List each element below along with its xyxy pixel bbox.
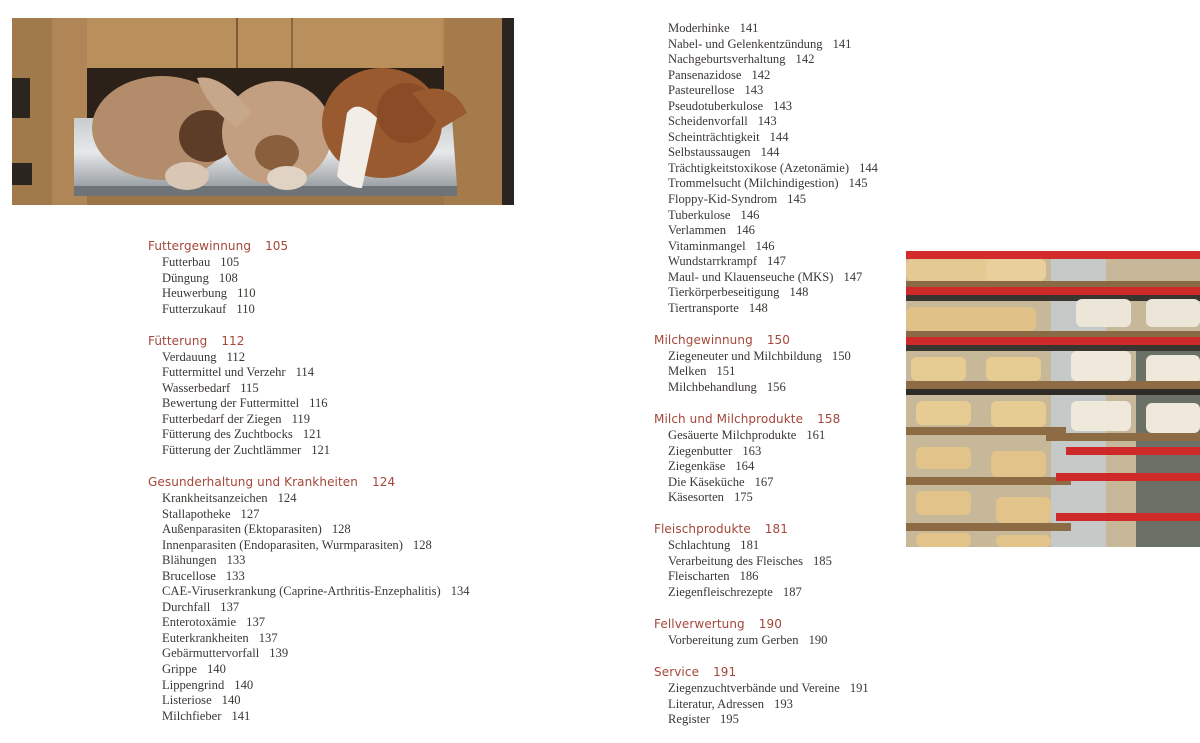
entry-page: 114 [295,365,315,380]
section-heading[interactable] [148,238,508,255]
toc-section-milchgewinnung [654,332,904,396]
toc-left-column [148,238,508,740]
entry-page: 187 [782,584,802,599]
entry-page: 167 [754,474,774,489]
section-heading[interactable] [654,664,904,681]
toc-entry[interactable] [654,223,904,239]
entry-title: Trommelsucht (Milchindigestion) [668,176,839,191]
toc-entry[interactable] [148,584,508,600]
toc-entry[interactable] [148,396,508,412]
entry-page: 110 [236,301,255,316]
entry-page: 156 [766,379,786,394]
entry-title: Futterzukauf [162,301,227,316]
entry-page: 185 [813,553,832,568]
entry-title: Listeriose [162,693,212,708]
entry-title: Tiertransporte [668,300,739,315]
entry-page: 146 [736,223,755,238]
entry-page: 140 [206,662,226,677]
entry-page: 121 [311,442,331,457]
entry-page: 137 [258,630,278,645]
entry-page: 127 [240,506,260,521]
entry-page: 140 [221,693,241,708]
toc-entry[interactable] [148,569,508,585]
entry-page: 115 [240,380,259,395]
entry-title: Scheinträchtigkeit [668,129,760,144]
entry-page: 148 [789,285,809,300]
section-page: 105 [265,239,289,253]
toc-section-futtergewinnung [148,238,508,317]
toc-entry[interactable] [654,254,904,270]
section-title: Milch und Milchprodukte [654,412,804,427]
entry-title: Stallapotheke [162,506,231,521]
entry-page: 143 [773,98,793,113]
entry-page: 140 [234,677,254,692]
section-title: Fellverwertung [654,616,745,631]
entry-title: Wundstarrkrampf [668,254,758,269]
toc-entry[interactable] [654,130,904,146]
entry-title: Pseudotuberkulose [668,98,764,113]
entry-title: Tuberkulose [668,207,731,222]
toc-entry[interactable] [654,239,904,255]
toc-entry[interactable] [654,176,904,192]
toc-entry[interactable] [654,270,904,286]
toc-entry[interactable] [148,286,508,302]
entry-title: Wasserbedarf [162,380,231,395]
entry-page: 147 [767,254,786,269]
toc-right-column [654,21,904,743]
entry-title: Gesäuerte Milchprodukte [668,428,797,443]
toc-entry[interactable] [654,161,904,177]
toc-entry[interactable] [654,633,904,649]
toc-entry[interactable] [148,631,508,647]
toc-entry[interactable] [654,538,904,554]
entry-page: 116 [309,396,328,411]
toc-continued-entries [654,21,904,316]
toc-entry[interactable] [654,554,904,570]
toc-entry[interactable] [654,301,904,317]
entry-page: 164 [735,459,755,474]
cheese-shelves-illustration [906,251,1200,547]
entry-title: Milchbehandlung [668,379,757,394]
entry-title: Melken [668,364,707,379]
toc-entry[interactable] [654,459,904,475]
entry-page: 191 [849,681,869,695]
section-title: Milchgewinnung [654,332,753,347]
toc-entry[interactable] [654,490,904,506]
entry-page: 141 [739,21,759,35]
toc-entry[interactable] [148,443,508,459]
toc-entry[interactable] [654,475,904,491]
toc-entry[interactable] [148,381,508,397]
toc-entry[interactable] [148,693,508,709]
section-heading[interactable] [148,474,508,491]
entry-page: 175 [733,490,753,505]
entry-title: Käsesorten [668,490,724,505]
toc-entry[interactable] [654,208,904,224]
section-heading[interactable] [148,333,508,350]
entry-page: 145 [848,176,868,191]
entry-page: 193 [774,696,793,711]
section-title: Futtergewinnung [148,239,252,253]
toc-entry[interactable] [654,21,904,37]
toc-entry[interactable] [654,585,904,601]
toc-entry[interactable] [654,83,904,99]
toc-entry[interactable] [654,569,904,585]
entry-title: Register [668,712,710,727]
toc-entry[interactable] [148,412,508,428]
section-heading[interactable] [654,521,904,538]
entry-page: 147 [843,269,863,284]
entry-title: Ziegeneuter und Milchbildung [668,348,822,363]
entry-page: 119 [291,411,311,426]
toc-entry[interactable] [148,678,508,694]
entry-page: 133 [226,553,246,568]
toc-entry[interactable] [654,428,904,444]
entry-title: Pasteurellose [668,83,735,98]
section-page: 112 [221,333,245,348]
section-page: 158 [817,412,841,427]
entry-page: 128 [412,537,432,552]
entry-page: 128 [331,522,351,537]
entry-page: 139 [269,646,289,661]
toc-entry[interactable] [148,615,508,631]
toc-section-service [654,664,904,728]
entry-title: Milchfieber [162,708,222,723]
entry-title: Vitaminmangel [668,238,746,253]
entry-page: 134 [450,584,470,599]
entry-page: 143 [744,83,764,98]
section-heading[interactable] [654,332,904,349]
entry-title: Nachgeburtsverhaltung [668,52,786,67]
entry-title: Fleischarten [668,569,730,584]
section-page: 191 [713,665,737,679]
entry-title: Maul- und Klauenseuche (MKS) [668,269,834,284]
toc-entry[interactable] [654,364,904,380]
entry-title: Fütterung der Zuchtlämmer [162,442,302,457]
entry-title: Durchfall [162,599,211,614]
entry-page: 163 [742,443,762,458]
toc-entry[interactable] [654,349,904,365]
goat-kids-illustration [12,18,514,205]
toc-entry[interactable] [654,37,904,53]
toc-entry[interactable] [654,192,904,208]
entry-page: 142 [795,52,815,67]
entry-page: 161 [806,428,826,443]
toc-entry[interactable] [148,600,508,616]
entry-title: Blähungen [162,553,217,568]
toc-entry[interactable] [654,145,904,161]
entry-title: Scheidenvorfall [668,114,748,129]
entry-title: Vorbereitung zum Gerben [668,632,799,647]
section-title: Service [654,665,700,679]
entry-page: 186 [739,569,759,584]
entry-page: 144 [769,129,789,144]
toc-section-fleischprodukte [654,521,904,600]
cheese-cellar-photo [906,251,1200,547]
toc-entry[interactable] [148,271,508,287]
entry-title: Euterkrankheiten [162,630,249,645]
entry-title: Krankheitsanzeichen [162,491,268,506]
toc-entry[interactable] [654,285,904,301]
section-title: Fleischprodukte [654,522,751,537]
entry-title: Selbstaussaugen [668,145,751,160]
toc-entry[interactable] [654,99,904,115]
toc-entry[interactable] [148,255,508,271]
toc-entry[interactable] [148,507,508,523]
entry-title: Grippe [162,662,197,677]
entry-title: Trächtigkeitstoxikose (Azetonämie) [668,160,850,175]
entry-title: Futterbau [162,255,211,269]
entry-page: 124 [277,491,297,506]
entry-title: Verarbeitung des Fleisches [668,553,803,568]
entry-title: Düngung [162,270,209,285]
entry-title: Tierkörperbeseitigung [668,285,780,300]
toc-entry[interactable] [654,380,904,396]
section-page: 150 [766,332,791,347]
entry-title: Futterbedarf der Ziegen [162,411,282,426]
toc-entry[interactable] [148,350,508,366]
toc-section-fuetterung [148,333,508,459]
entry-title: Nabel- und Gelenkentzündung [668,36,823,51]
entry-title: Lippengrind [162,677,225,692]
entry-page: 146 [740,207,760,222]
entry-title: Fütterung des Zuchtbocks [162,427,293,442]
toc-entry[interactable] [148,491,508,507]
entry-title: Moderhinke [668,21,730,35]
entry-title: Innenparasiten (Endoparasiten, Wurmparasiten) [162,537,403,552]
entry-title: Schlachtung [668,538,731,553]
entry-page: 105 [220,255,240,269]
entry-page: 141 [832,36,852,51]
entry-page: 151 [716,364,736,379]
toc-entry[interactable] [148,646,508,662]
entry-title: Verdauung [162,349,217,364]
entry-title: Heuwerbung [162,286,228,301]
entry-title: Außenparasiten (Ektoparasiten) [162,522,322,537]
entry-page: 137 [246,615,266,630]
toc-entry[interactable] [654,697,904,713]
entry-title: Enterotoxämie [162,615,237,630]
entry-page: 144 [859,160,878,175]
section-page: 124 [371,475,396,490]
section-page: 181 [764,522,789,537]
entry-title: Floppy-Kid-Syndrom [668,192,778,207]
entry-title: Literatur, Adressen [668,696,765,711]
entry-page: 195 [719,712,739,727]
entry-title: Bewertung der Futtermittel [162,396,300,411]
toc-entry[interactable] [654,68,904,84]
entry-title: Ziegenzuchtverbände und Vereine [668,681,840,695]
goat-kids-photo [12,18,514,205]
entry-title: Gebärmuttervorfall [162,646,260,661]
entry-page: 190 [808,632,828,647]
entry-title: Die Käseküche [668,474,745,489]
entry-page: 108 [218,270,238,285]
toc-entry[interactable] [654,52,904,68]
toc-entry[interactable] [654,681,904,697]
entry-page: 137 [220,599,240,614]
entry-title: CAE-Viruserkrankung (Caprine-Arthritis-Enzephalitis) [162,584,441,599]
entry-page: 148 [748,300,768,315]
section-heading[interactable] [654,411,904,428]
toc-section-milch-und-milchprodukte [654,411,904,506]
entry-page: 142 [751,67,771,82]
section-heading[interactable] [654,616,904,633]
entry-page: 146 [755,238,775,253]
section-title: Gesunderhaltung und Krankheiten [148,475,358,490]
entry-title: Pansenazidose [668,67,742,82]
toc-entry[interactable] [148,302,508,318]
entry-title: Ziegenbutter [668,443,733,458]
toc-entry[interactable] [148,427,508,443]
entry-page: 144 [760,145,780,160]
toc-entry[interactable] [654,444,904,460]
toc-entry[interactable] [148,365,508,381]
toc-entry[interactable] [148,709,508,725]
entry-page: 181 [740,538,760,553]
entry-page: 145 [787,192,807,207]
entry-page: 112 [226,349,245,364]
entry-page: 110 [237,286,256,301]
toc-section-gesunderhaltung [148,474,508,724]
section-title: Fütterung [148,333,208,348]
entry-page: 141 [231,708,251,723]
entry-title: Ziegenkäse [668,459,726,474]
section-page: 190 [758,616,782,631]
entry-title: Futtermittel und Verzehr [162,365,286,380]
entry-title: Ziegenfleischrezepte [668,584,773,599]
toc-entry[interactable] [148,662,508,678]
entry-title: Brucellose [162,568,216,583]
toc-entry[interactable] [654,114,904,130]
toc-entry[interactable] [148,553,508,569]
toc-entry[interactable] [654,712,904,728]
entry-page: 150 [831,348,851,363]
entry-title: Verlammen [668,223,727,238]
entry-page: 143 [757,114,777,129]
toc-section-fellverwertung [654,616,904,649]
toc-entry[interactable] [148,522,508,538]
toc-entry[interactable] [148,538,508,554]
entry-page: 121 [302,427,322,442]
entry-page: 133 [225,568,245,583]
